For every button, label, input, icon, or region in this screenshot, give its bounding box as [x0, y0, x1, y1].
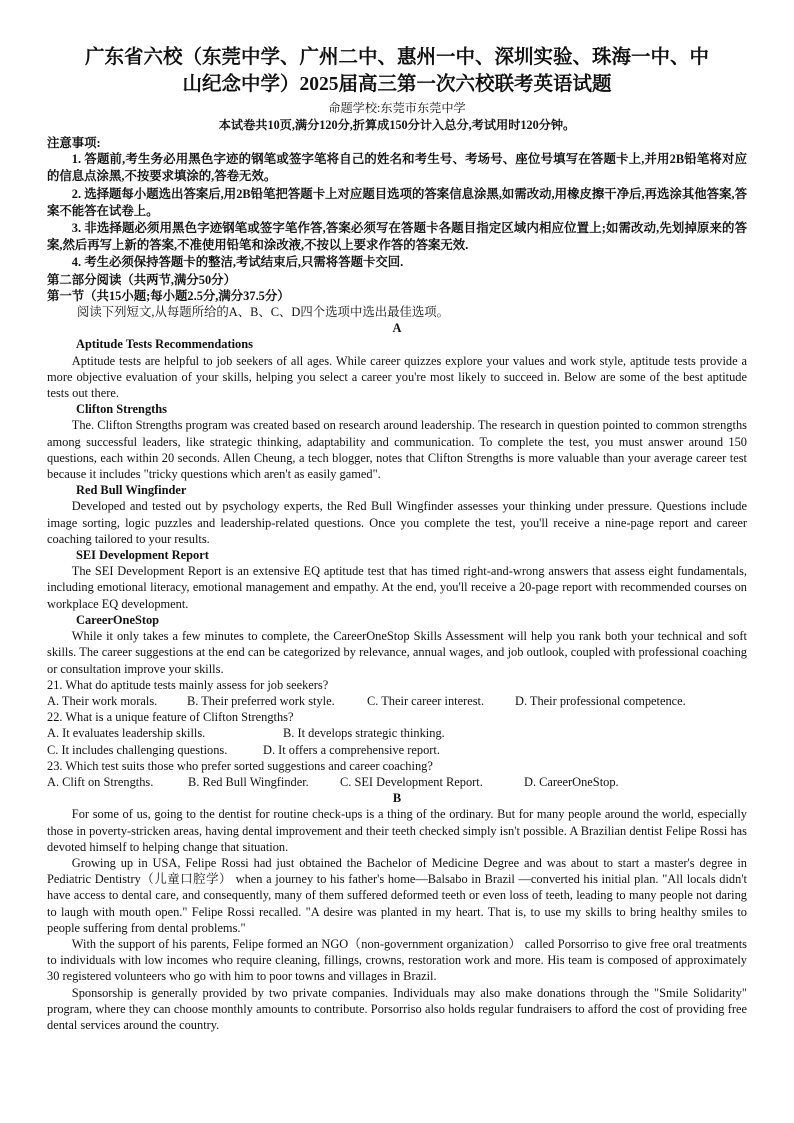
setter-school: 命题学校:东莞市东莞中学: [328, 101, 466, 115]
passage-a-letter: A: [392, 321, 402, 336]
q21-option-c: C. Their career interest.: [367, 693, 485, 708]
question-22-stem: 22. What is a unique feature of Clifton Strengths?: [47, 710, 294, 725]
section-heading-redbull: Red Bull Wingfinder: [76, 483, 187, 498]
q23-option-c: C. SEI Development Report.: [340, 774, 483, 789]
question-23-options: [47, 774, 747, 790]
passage-a-title: Aptitude Tests Recommendations: [76, 337, 253, 352]
note-item-3: 3. 非选择题必须用黑色字迹钢笔或签字笔作答,答案必须写在答题卡各题目指定区域内相应位置上;如需改动,先划掉原来的答案,然后再写上新的答案,不准使用铅笔和涂改液,不按以上要求作答的答案无效.: [47, 221, 747, 253]
section-heading-careeronestop: CareerOneStop: [76, 612, 160, 627]
question-23-stem: 23. Which test suits those who prefer sorted suggestions and career coaching?: [47, 758, 433, 773]
passage-a-intro: Aptitude tests are helpful to job seekers of all ages. While career quizzes explore your values and work style, aptitude tests provide a more objective evaluation of your skills, helping you select a career you're most likely to succeed in. Below are some of the best aptitude tests out there.: [47, 353, 747, 401]
passage-b-paragraph-3: With the support of his parents, Felipe formed an NGO（non-government organization） called Porsorriso to give free oral treatments to individuals with low incomes who require cleaning, fillings, crowns, restoration work and more. His team is composed of approximately 30 registered volunteers who go with him to poor towns and villages in Brazil.: [47, 936, 747, 984]
question-22-options-cd: [47, 742, 747, 758]
title-line-2: 山纪念中学）2025届高三第一次六校联考英语试题: [182, 74, 612, 95]
q23-option-b: B. Red Bull Wingfinder.: [188, 774, 309, 789]
note-item-1: 1. 答题前,考生务必用黑色字迹的钢笔或签字笔将自己的姓名和考生号、考场号、座位号填写在答题卡上,并用2B铅笔将对应的信息点涂黑,不按要求填涂的,答卷无效。: [47, 152, 747, 184]
section1-heading: 第一节（共15小题;每小题2.5分,满分37.5分）: [47, 288, 290, 303]
note-item-4: 4. 考生必须保持答题卡的整洁,考试结束后,只需将答题卡交回.: [71, 255, 404, 270]
title-line-1: 广东省六校（东莞中学、广州二中、惠州一中、深圳实验、珠海一中、中: [84, 47, 709, 68]
q23-option-a: A. Clift on Strengths.: [47, 774, 154, 789]
section-text-clifton: The. Clifton Strengths program was created based on research around leadership. The research in question pointed to common strengths among successful leaders, like strategic thinking, adaptability and communication. To complete the test, you must answer around 150 questions, each within 20 seconds. Allen Cheung, a tech blogger, notes that Clifton Strengths is more valuable than your average career test because it includes "tricky questions which aren't as easily gamed".: [47, 418, 747, 482]
exam-title: [47, 44, 747, 98]
passage-b-paragraph-1: For some of us, going to the dentist for routine check-ups is a thing of the ordinary. But for many people around the world, especially those in poverty-stricken areas, having dental improvement and their teeth checked simply isn't possible. A Brazilian dentist Felipe Rossi has devoted himself to helping change that situation.: [47, 807, 747, 854]
question-21-options: [47, 693, 747, 709]
q21-option-a: A. Their work morals.: [47, 693, 158, 708]
q22-option-d: D. It offers a comprehensive report.: [263, 742, 440, 757]
passage-b-letter: B: [392, 791, 402, 806]
section-text-redbull: Developed and tested out by psychology experts, the Red Bull Wingfinder assesses your thinking under pressure. Questions include image sorting, logic puzzles and leadership-related questions. Once you complete the test, you'll receive a nine-page report and career coaching tailored to your results.: [47, 499, 747, 546]
part2-heading: 第二部分阅读（共两节,满分50分）: [47, 272, 236, 287]
exam-info: 本试卷共10页,满分120分,折算成150分计入总分,考试用时120分钟。: [218, 118, 576, 132]
q23-option-d: D. CareerOneStop.: [524, 774, 619, 789]
passage-b-paragraph-4: Sponsorship is generally provided by two private companies. Individuals may also make donations through the "Smile Solidarity" program, where they can choose monthly amounts to contribute. Porsorriso also holds regular fundraisers to afford the cost of providing free dental services around the country.: [47, 985, 747, 1032]
note-item-2: 2. 选择题每小题选出答案后,用2B铅笔把答题卡上对应题目选项的答案信息涂黑,如需改动,用橡皮擦干净后,再选涂其他答案,答案不能答在试卷上。: [47, 186, 747, 218]
q22-option-c: C. It includes challenging questions.: [47, 742, 228, 757]
section-text-careeronestop: While it only takes a few minutes to complete, the CareerOneStop Skills Assessment will help you rank both your technical and soft skills. The career suggestions at the end can be categorized by relevance, annual wages, and job outlook, coupled with professional coaching or consultation improve your skills.: [47, 629, 747, 676]
section-heading-clifton: Clifton Strengths: [76, 402, 167, 417]
passage-b-paragraph-2: Growing up in USA, Felipe Rossi had just obtained the Bachelor of Medicine Degree and was about to start a master's degree in Pediatric Dentistry（儿童口腔学） when a journey to his father's home—Balsabo in Brazil —converted his initial plan. "All locals didn't have access to dental care, and consequently, many of them suffered deformed teeth or even loss of teeth, leading to many people not daring to laugh with mouth open." Felipe Rossi recalled. "A desire was planted in my heart. That is, to use my skills to bring healthy smiles to people suffering from dental problems.": [47, 855, 747, 935]
section-text-sei: The SEI Development Report is an extensive EQ aptitude test that has timed right-and-wrong answers that assess eight fundamentals, including emotional literacy, emotional management and empathy. At the end, you'll receive a 20-page report with recommended courses on workplace EQ development.: [47, 564, 747, 611]
section-heading-sei: SEI Development Report: [76, 548, 209, 563]
q21-option-b: B. Their preferred work style.: [187, 693, 335, 708]
q21-option-d: D. Their professional competence.: [515, 693, 686, 708]
notes-heading: 注意事项:: [47, 136, 101, 150]
reading-instruction: 阅读下列短文,从每题所给的A、B、C、D四个选项中选出最佳选项。: [77, 305, 450, 320]
q22-option-a: A. It evaluates leadership skills.: [47, 726, 206, 741]
question-22-options-ab: [47, 725, 747, 741]
q22-option-b: B. It develops strategic thinking.: [283, 726, 445, 741]
question-21-stem: 21. What do aptitude tests mainly assess for job seekers?: [47, 677, 329, 692]
